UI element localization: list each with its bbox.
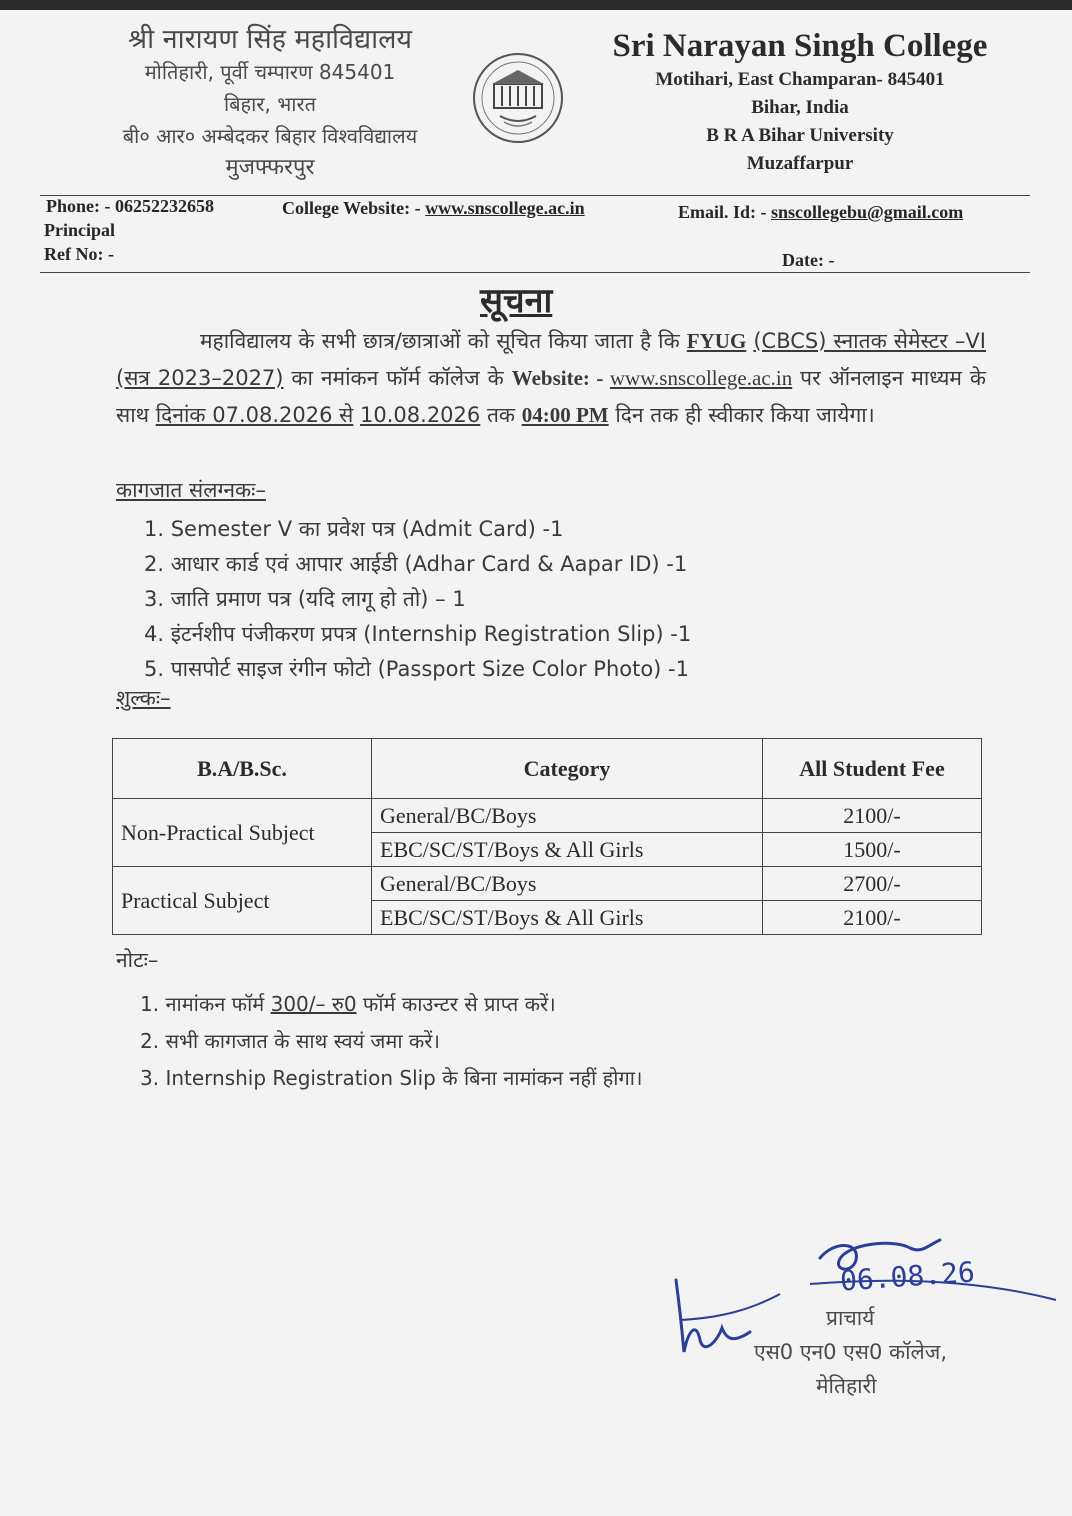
english-address: Motihari, East Champaran- 845401 [655,69,945,90]
para-online-text: पर ऑनलाइन माध्यम के साथ [116,366,986,427]
signature-date: 06.08.26 [839,1255,976,1298]
note-item [140,986,643,1023]
category-cell: General/BC/Boys [372,867,763,901]
para-website-label: Website: - [511,366,610,390]
notes-list [140,986,643,1097]
phone-line: Phone: - 06252232658 [46,196,214,216]
email-line [678,202,963,223]
email-label: Email. Id: - [678,202,772,222]
note-1-rest: फॉर्म काउन्टर से प्राप्त करें। [356,992,556,1016]
signature-city: मेतिहारी [816,1374,877,1398]
fee-table-header-row [113,739,982,799]
hindi-college-name: श्री नारायण सिंह महाविद्यालय [127,24,413,55]
fee-cell: 2100/- [763,901,982,935]
english-city: Muzaffarpur [746,153,854,174]
para-date-from: दिनांक 07.08.2026 से [155,403,354,427]
document-item: 1. Semester V का प्रवेश पत्र (Admit Card) -1 [144,517,564,541]
header-course: B.A/B.Sc. [113,739,372,799]
note-item: 2. सभी कागजात के साथ स्वयं जमा करें। [140,1029,441,1053]
category-cell: EBC/SC/ST/Boys & All Girls [372,901,763,935]
fee-cell: 2100/- [763,799,982,833]
fee-heading: शुल्कः– [116,686,171,710]
category-cell: EBC/SC/ST/Boys & All Girls [372,833,763,867]
website-label: College Website: - [282,198,426,218]
document-item: 5. पासपोर्ट साइज रंगीन फोटो (Passport Size Color Photo) -1 [144,657,689,681]
table-row [113,799,982,833]
signature-block [660,1220,1060,1410]
hindi-university: बी० आर० अम्बेदकर बिहार विश्वविद्यालय [122,124,418,148]
signature-title: प्राचार्य [826,1306,875,1330]
para-date-to: 10.08.2026 [360,403,481,427]
hindi-state: बिहार, भारत [223,92,317,116]
english-letterhead [590,26,1010,178]
header-bottom-rule [40,272,1030,273]
college-seal-logo [470,50,566,146]
fee-cell: 2700/- [763,867,982,901]
document-item: 3. जाति प्रमाण पत्र (यदि लागू हो तो) – 1 [144,587,466,611]
hindi-city: मुजफ्फरपुर [225,155,315,180]
notice-page [0,10,1072,1516]
para-time: 04:00 PM [521,403,609,427]
category-cell: General/BC/Boys [372,799,763,833]
subject-cell: Non-Practical Subject [113,799,372,867]
para-course: (CBCS) स्नातक सेमेस्टर –VI (सत्र 2023–2027) [116,329,986,390]
documents-heading: कागजात संलग्नकः– [116,478,266,502]
notes-heading: नोटः– [116,948,159,972]
hindi-letterhead [80,24,460,184]
english-state: Bihar, India [751,97,849,118]
notice-title: सूचना [480,281,553,321]
para-accept-text: दिन तक ही स्वीकार किया जायेगा। [608,403,875,427]
notice-paragraph [116,323,986,434]
subject-cell: Practical Subject [113,867,372,935]
website-line [282,198,585,219]
note-item: 3. Internship Registration Slip के बिना नामांकन नहीं होगा। [140,1066,643,1090]
para-until: तक [480,403,522,427]
table-row [113,867,982,901]
date-field: Date: - [782,250,835,270]
note-1-amount: 300/– रु0 [270,992,357,1016]
english-college-name: Sri Narayan Singh College [612,28,988,64]
email-link[interactable]: snscollegebu@gmail.com [771,202,964,222]
para-form-text: का नमांकन फॉर्म कॉलेज के [283,366,504,390]
documents-list [144,512,691,687]
header-category: Category [372,739,763,799]
hindi-address: मोतिहारी, पूर्वी चम्पारण 845401 [144,60,396,84]
signature-college: एस0 एन0 एस0 कॉलेज, [754,1340,948,1364]
ref-no: Ref No: - [44,244,114,264]
principal-label: Principal [44,220,115,240]
para-intro: महाविद्यालय के सभी छात्र/छात्राओं को सूचित किया जाता है कि [200,329,687,353]
website-link[interactable]: www.snscollege.ac.in [425,198,585,218]
para-fyug: FYUG [686,329,747,353]
fee-cell: 1500/- [763,833,982,867]
note-1-text: 1. नामांकन फॉर्म [140,992,271,1016]
para-website-link[interactable]: www.snscollege.ac.in [609,366,793,390]
english-university: B R A Bihar University [706,125,894,146]
header-fee: All Student Fee [763,739,982,799]
document-item: 2. आधार कार्ड एवं आपार आईडी (Adhar Card & Aapar ID) -1 [144,552,688,576]
fee-table [112,738,982,935]
document-item: 4. इंटर्नशीप पंजीकरण प्रपत्र (Internship Registration Slip) -1 [144,622,692,646]
